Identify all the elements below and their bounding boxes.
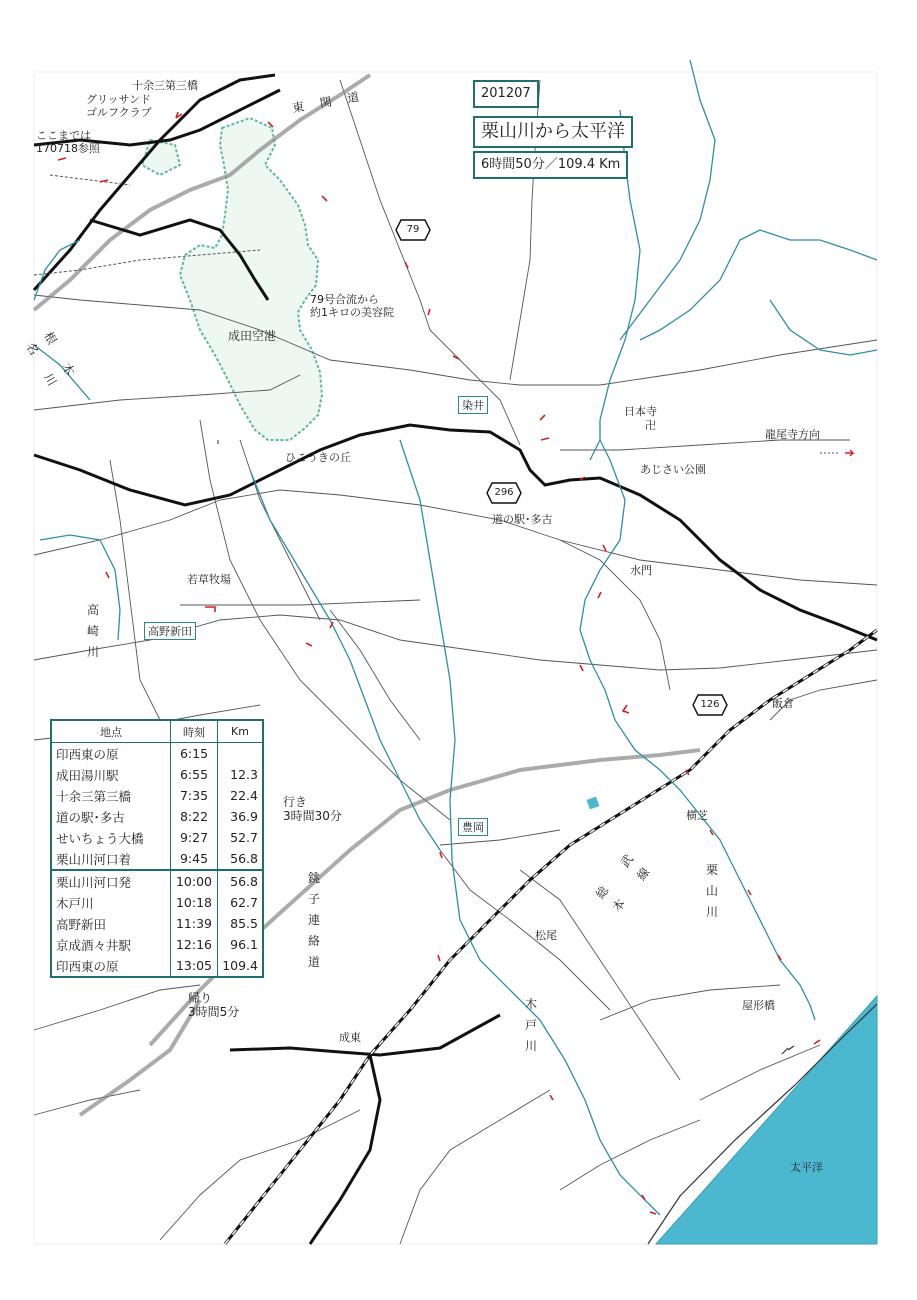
label-salon: 79号合流から 約1キロの美容院 [310,293,394,319]
col-time: 時刻 [171,720,218,743]
col-km: Km [218,720,264,743]
label-nekina-river: 根 木 名 川 [23,329,83,398]
label-hikouki-hill: ひこうきの丘 [285,451,351,464]
kido-river [400,440,660,1215]
label-outbound-time: 行き 3時間30分 [283,795,342,823]
col-place: 地点 [51,720,171,743]
date-box: 201207 [473,80,539,108]
label-jyuyosan-bridge: 十余三第三橋 [132,79,198,92]
time-distance-table [50,719,264,978]
table-row: 成田湯川駅 6:55 12.3 [51,764,263,785]
page-title: 栗山川から太平洋 [473,116,633,148]
route-79-badge: 79 [395,219,431,241]
table-row: 栗山川河口着 9:45 56.8 [51,848,263,870]
route-296-badge: 296 [486,482,522,504]
table-row: せいちょう大橋 9:27 52.7 [51,827,263,848]
label-iikura: 飯倉 [772,697,794,710]
label-matsuo: 松尾 [535,929,557,942]
label-prev-route: ここまでは 170718参照 [36,129,100,155]
route-summary: 6時間50分／109.4 Km [473,151,628,179]
table-row: 道の駅･多古 8:22 36.9 [51,806,263,827]
label-kido-river: 木 戸 川 [524,997,537,1053]
label-golf-club: グリッサンド ゴルフクラブ [86,93,152,119]
label-pacific: 太平洋 [790,1161,823,1174]
label-toyooka: 豊岡 [458,818,488,836]
label-takano: 高野新田 [144,622,196,640]
table-row: 十余三第三橋 7:35 22.4 [51,785,263,806]
table-row: 木戸川 10:18 62.7 [51,892,263,913]
label-nihonji: 日本寺 [624,405,657,418]
label-yokoshiba: 横芝 [686,809,708,822]
label-ryubi-direction: 龍尾寺方向 [765,428,820,441]
table-row: 栗山川河口発 10:00 56.8 [51,870,263,892]
table-row: 印西東の原 6:15 [51,743,263,765]
table-row: 印西東の原 13:05 109.4 [51,955,263,977]
label-airport: 成田空港 [228,329,277,343]
label-kuriyama-river: 栗 山 川 [705,863,718,919]
pacific-ocean [656,996,877,1244]
route-296 [34,425,877,640]
label-choshi-road: 銚 子 連 絡 道 [307,871,320,969]
label-suimon: 水門 [630,564,652,577]
label-michinoeki: 道の駅･多古 [492,513,553,526]
label-naruto: 成東 [339,1031,361,1044]
label-somei: 染井 [458,396,488,414]
manji-symbol: 卍 [645,419,656,432]
label-higashi-kando: 東 関 道 [291,88,367,116]
table-row: 京成酒々井駅 12:16 96.1 [51,934,263,955]
label-return-time: 帰り 3時間5分 [188,991,240,1019]
label-yakata-bridge: 屋形橋 [742,999,775,1012]
table-row: 高野新田 11:39 85.5 [51,913,263,934]
label-sobu-line: 総 武 本 線 [593,842,660,915]
label-takazaki-river: 高 崎 川 [86,603,99,659]
label-wakakusa: 若草牧場 [187,573,231,586]
route-126-badge: 126 [692,694,728,716]
label-ajisai-park: あじさい公園 [640,463,706,476]
